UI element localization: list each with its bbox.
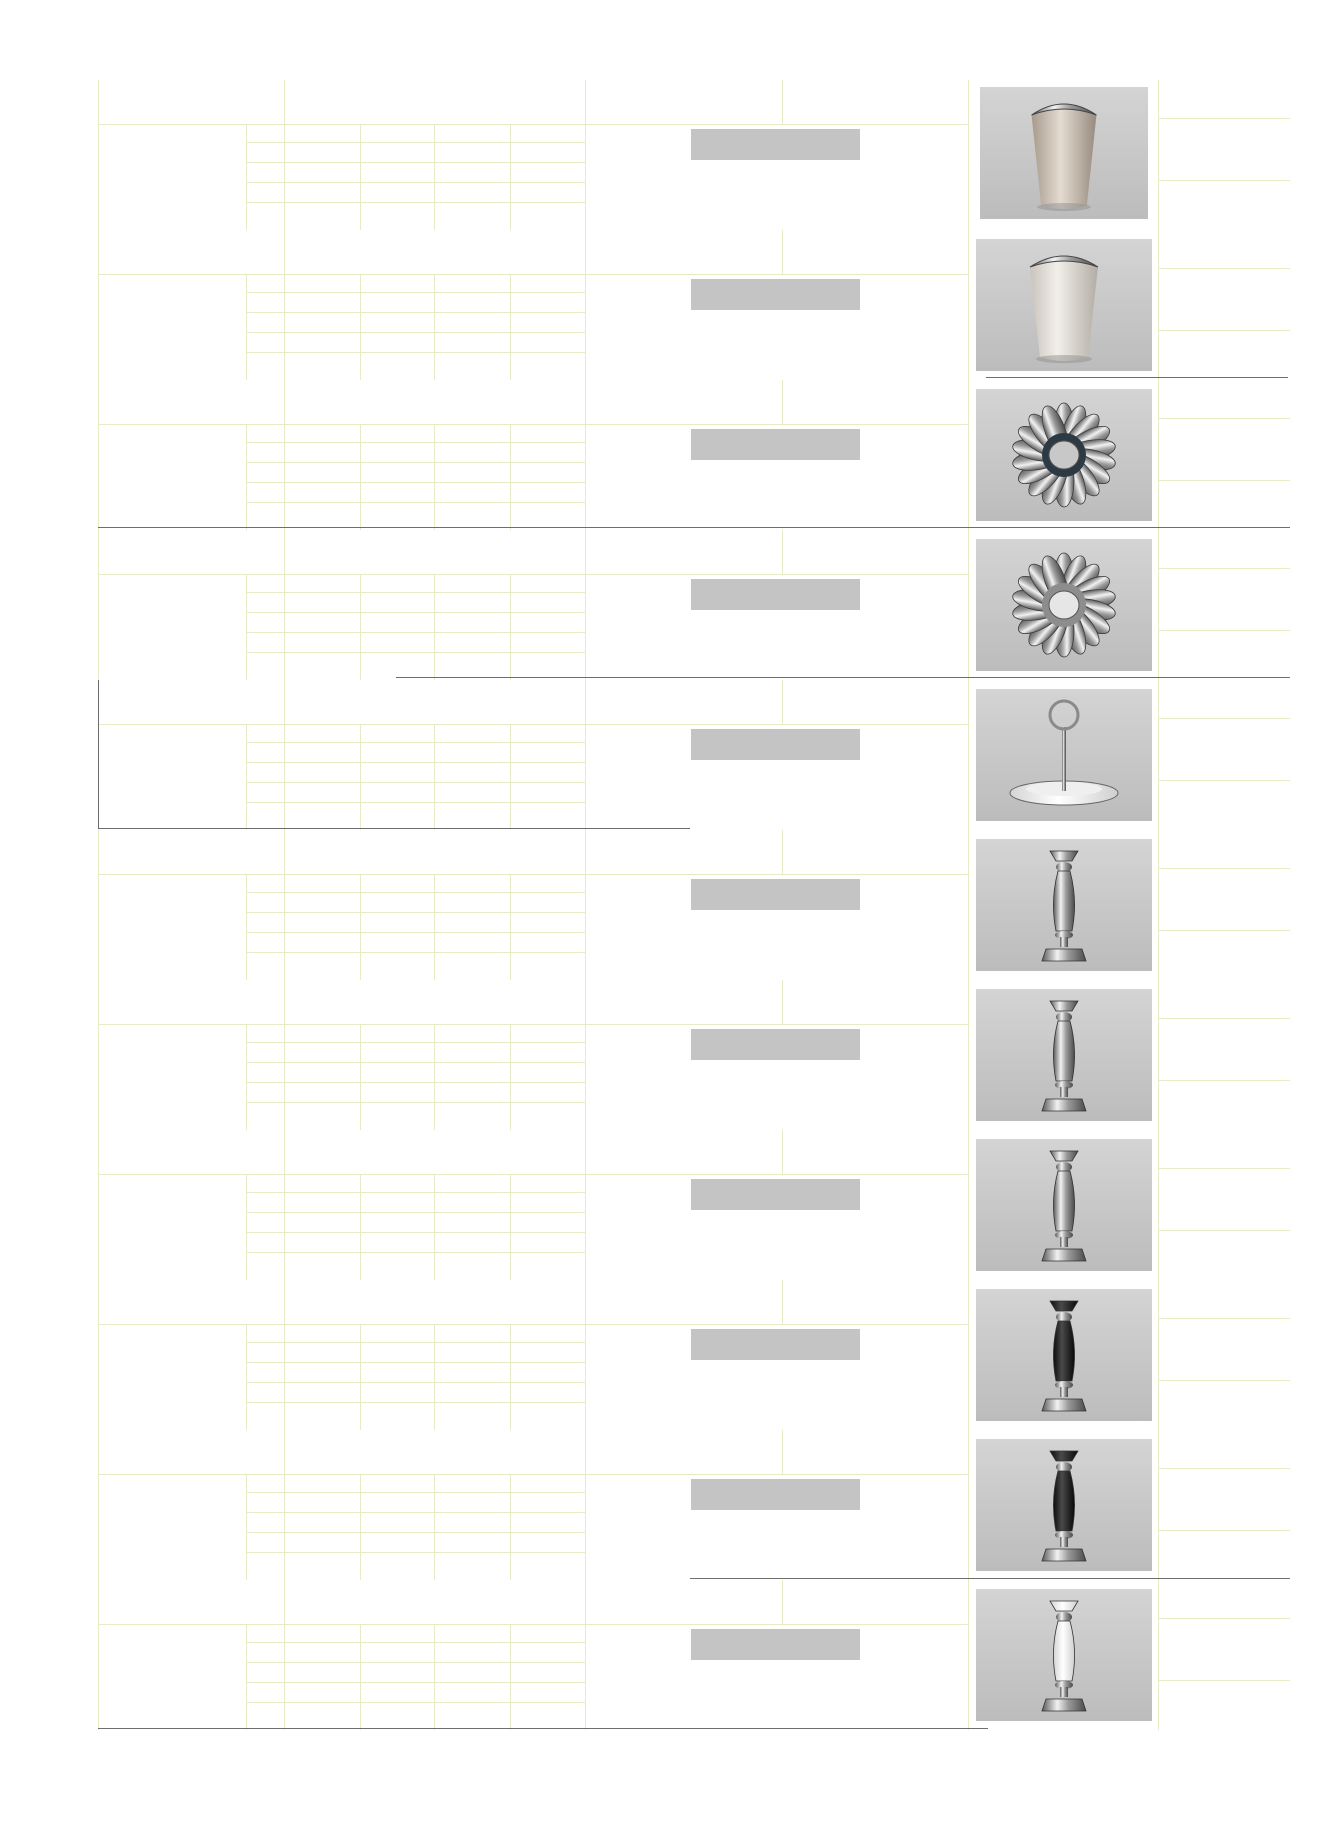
grid-line (246, 1232, 585, 1233)
grid-line (1158, 980, 1159, 1130)
grid-line (968, 1130, 969, 1280)
grid-line (1158, 118, 1290, 119)
grid-line (1158, 868, 1290, 869)
grid-line (1158, 80, 1159, 230)
oval-vase-champagne-icon (980, 87, 1148, 219)
price-box (691, 429, 860, 460)
grid-line (1158, 1618, 1290, 1619)
grid-line (284, 830, 285, 980)
grid-line (246, 1025, 247, 1130)
grid-line (246, 312, 585, 313)
grid-line (585, 980, 586, 1130)
grid-line (782, 80, 783, 125)
grid-line (1158, 1230, 1290, 1231)
grid-line (1158, 230, 1159, 380)
price-box (691, 579, 860, 610)
grid-line (1158, 418, 1290, 419)
grid-line (98, 274, 968, 275)
grid-line (360, 1475, 361, 1580)
grid-line (434, 1025, 435, 1130)
section-rule (98, 1728, 988, 1729)
grid-line (360, 425, 361, 530)
product-row (98, 1580, 1290, 1730)
grid-line (246, 875, 247, 980)
grid-line (246, 1252, 585, 1253)
grid-line (968, 1580, 969, 1730)
price-box (691, 879, 860, 910)
product-row (98, 230, 1290, 380)
grid-line (1158, 1468, 1290, 1469)
grid-line (510, 1325, 511, 1430)
grid-line (434, 125, 435, 230)
grid-line (1158, 630, 1290, 631)
grid-line (585, 1130, 586, 1280)
grid-line (98, 1474, 968, 1475)
grid-line (510, 125, 511, 230)
grid-line (246, 1702, 585, 1703)
grid-line (1158, 568, 1290, 569)
grid-line (1158, 1580, 1159, 1730)
grid-line (360, 575, 361, 680)
grid-line (782, 230, 783, 275)
grid-line (510, 1625, 511, 1730)
grid-line (246, 182, 585, 183)
oval-vase-white-icon (976, 239, 1152, 371)
grid-line (246, 1062, 585, 1063)
grid-line (98, 830, 99, 980)
grid-line (434, 1325, 435, 1430)
grid-line (585, 680, 586, 830)
grid-line (284, 680, 285, 830)
grid-line (360, 1175, 361, 1280)
grid-line (246, 1192, 585, 1193)
grid-line (585, 1580, 586, 1730)
grid-line (98, 980, 99, 1130)
grid-line (98, 530, 99, 680)
grid-line (246, 652, 585, 653)
grid-line (1158, 1018, 1290, 1019)
grid-line (246, 1342, 585, 1343)
grid-line (968, 1280, 969, 1430)
price-box (691, 1329, 860, 1360)
grid-line (284, 1280, 285, 1430)
grid-line (510, 425, 511, 530)
grid-line (782, 380, 783, 425)
grid-line (246, 1102, 585, 1103)
grid-line (968, 80, 969, 230)
cake-stand-handle-icon (976, 689, 1152, 821)
product-row (98, 680, 1290, 830)
grid-line (968, 380, 969, 530)
grid-line (284, 1580, 285, 1730)
product-row (98, 1130, 1290, 1280)
product-row (98, 1430, 1290, 1580)
grid-line (246, 1382, 585, 1383)
grid-line (98, 1130, 99, 1280)
grid-line (246, 952, 585, 953)
grid-line (360, 1625, 361, 1730)
grid-line (246, 1492, 585, 1493)
grid-line (246, 275, 247, 380)
grid-line (1158, 530, 1159, 680)
grid-line (782, 1130, 783, 1175)
grid-line (246, 892, 585, 893)
grid-line (510, 1475, 511, 1580)
grid-line (98, 380, 99, 530)
grid-line (246, 1625, 247, 1730)
grid-line (1158, 1318, 1290, 1319)
candlestick-silver-icon (976, 839, 1152, 971)
grid-line (284, 230, 285, 380)
grid-line (360, 125, 361, 230)
grid-line (510, 725, 511, 830)
grid-line (434, 425, 435, 530)
candlestick-silver-icon (976, 989, 1152, 1121)
product-row (98, 980, 1290, 1130)
price-box (691, 1179, 860, 1210)
grid-line (434, 1475, 435, 1580)
price-box (691, 1029, 860, 1060)
grid-line (585, 380, 586, 530)
grid-line (1158, 1680, 1290, 1681)
product-row (98, 530, 1290, 680)
grid-line (968, 680, 969, 830)
candlestick-black-icon (976, 1439, 1152, 1571)
grid-line (434, 575, 435, 680)
grid-line (1158, 180, 1290, 181)
grid-line (246, 1532, 585, 1533)
grid-line (246, 1362, 585, 1363)
grid-line (434, 275, 435, 380)
section-rule (986, 377, 1288, 378)
grid-line (246, 1402, 585, 1403)
grid-line (782, 680, 783, 725)
grid-line (1158, 680, 1159, 830)
grid-line (246, 1512, 585, 1513)
grid-line (98, 1024, 968, 1025)
grid-line (98, 724, 968, 725)
grid-line (284, 380, 285, 530)
product-row (98, 830, 1290, 980)
grid-line (98, 1624, 968, 1625)
price-box (691, 279, 860, 310)
grid-line (246, 1662, 585, 1663)
section-rule (98, 527, 1290, 528)
grid-line (284, 80, 285, 230)
grid-line (1158, 1130, 1159, 1280)
grid-line (246, 202, 585, 203)
grid-line (246, 1325, 247, 1430)
grid-line (98, 1430, 99, 1580)
grid-line (968, 530, 969, 680)
price-box (691, 129, 860, 160)
grid-line (246, 142, 585, 143)
grid-line (98, 424, 968, 425)
grid-line (434, 875, 435, 980)
candlestick-white-icon (976, 1589, 1152, 1721)
price-box (691, 1479, 860, 1510)
grid-line (246, 442, 585, 443)
product-row (98, 1280, 1290, 1430)
grid-line (1158, 830, 1159, 980)
section-rule (690, 1578, 1290, 1579)
grid-line (585, 1430, 586, 1580)
grid-line (360, 1325, 361, 1430)
grid-line (585, 530, 586, 680)
grid-line (246, 292, 585, 293)
grid-line (98, 874, 968, 875)
grid-line (246, 1042, 585, 1043)
grid-line (360, 1025, 361, 1130)
grid-line (510, 275, 511, 380)
grid-line (1158, 780, 1290, 781)
grid-line (510, 575, 511, 680)
grid-line (246, 742, 585, 743)
grid-line (782, 1580, 783, 1625)
grid-line (98, 574, 968, 575)
grid-line (968, 830, 969, 980)
grid-line (98, 1174, 968, 1175)
grid-line (782, 1430, 783, 1475)
grid-line (782, 530, 783, 575)
grid-line (246, 632, 585, 633)
grid-line (1158, 1380, 1290, 1381)
grid-line (434, 725, 435, 830)
grid-line (1158, 1280, 1159, 1430)
grid-line (1158, 380, 1159, 530)
grid-line (510, 1175, 511, 1280)
price-box (691, 1629, 860, 1660)
grid-line (246, 782, 585, 783)
grid-line (1158, 480, 1290, 481)
grid-line (1158, 330, 1290, 331)
grid-line (246, 1082, 585, 1083)
grid-line (246, 802, 585, 803)
grid-line (434, 1175, 435, 1280)
section-rule (98, 828, 690, 829)
grid-line (246, 462, 585, 463)
grid-line (585, 830, 586, 980)
grid-line (246, 912, 585, 913)
grid-line (284, 530, 285, 680)
grid-line (360, 275, 361, 380)
grid-line (585, 230, 586, 380)
flower-tealight-holder-dark-icon (976, 389, 1152, 521)
grid-line (1158, 268, 1290, 269)
price-box (691, 729, 860, 760)
grid-line (360, 725, 361, 830)
grid-line (246, 332, 585, 333)
grid-line (1158, 1530, 1290, 1531)
grid-line (246, 932, 585, 933)
grid-line (360, 875, 361, 980)
grid-line (1158, 1168, 1290, 1169)
grid-line (246, 352, 585, 353)
grid-line (782, 1280, 783, 1325)
grid-line (246, 725, 247, 830)
grid-line (1158, 718, 1290, 719)
grid-line (246, 502, 585, 503)
grid-line (246, 762, 585, 763)
grid-line (968, 980, 969, 1130)
section-rule (396, 677, 1290, 678)
grid-line (284, 980, 285, 1130)
grid-line (782, 830, 783, 875)
grid-line (246, 1552, 585, 1553)
grid-line (98, 1580, 99, 1730)
grid-line (1158, 1080, 1290, 1081)
grid-line (968, 230, 969, 380)
grid-line (246, 1212, 585, 1213)
grid-line (246, 575, 247, 680)
grid-line (585, 1280, 586, 1430)
grid-line (246, 162, 585, 163)
candlestick-black-icon (976, 1289, 1152, 1421)
section-rule (98, 680, 99, 828)
grid-line (246, 125, 247, 230)
grid-line (246, 1175, 247, 1280)
grid-line (98, 1280, 99, 1430)
grid-line (246, 1682, 585, 1683)
grid-line (98, 124, 968, 125)
grid-line (246, 592, 585, 593)
grid-line (246, 482, 585, 483)
grid-line (1158, 1430, 1159, 1580)
grid-line (246, 425, 247, 530)
product-row (98, 380, 1290, 530)
grid-line (782, 980, 783, 1025)
grid-line (98, 80, 99, 230)
grid-line (585, 80, 586, 230)
grid-line (968, 1430, 969, 1580)
grid-line (98, 1324, 968, 1325)
grid-line (246, 1642, 585, 1643)
grid-line (246, 612, 585, 613)
grid-line (98, 230, 99, 380)
candlestick-silver-icon (976, 1139, 1152, 1271)
grid-line (434, 1625, 435, 1730)
grid-line (510, 875, 511, 980)
grid-line (284, 1430, 285, 1580)
grid-line (284, 1130, 285, 1280)
product-row (98, 80, 1290, 230)
grid-line (246, 1475, 247, 1580)
grid-line (510, 1025, 511, 1130)
flower-tealight-holder-silver-icon (976, 539, 1152, 671)
grid-line (1158, 930, 1290, 931)
